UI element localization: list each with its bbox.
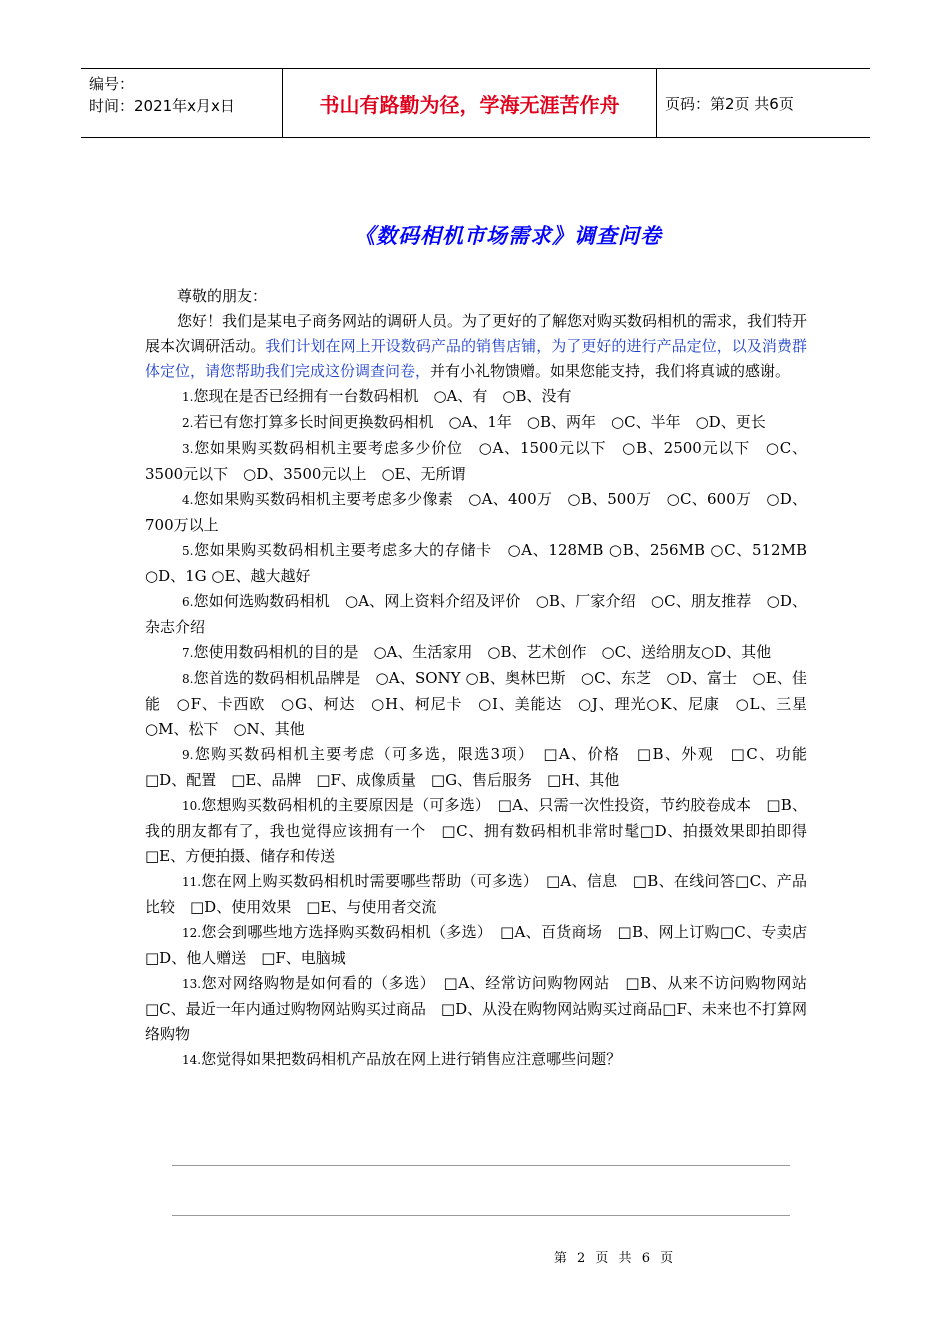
question-text: 您会到哪些地方选择购买数码相机（多选） □A、百货商场 □B、网上订购□C、专卖店 □D、他人赠送 □F、电脑城 [145, 923, 823, 967]
question-5 [145, 538, 807, 589]
question-number: 13. [182, 977, 202, 991]
question-12 [145, 920, 823, 971]
question-number: 9. [182, 748, 194, 762]
question-4 [145, 487, 807, 538]
question-number: 2. [182, 416, 194, 430]
intro-part-3: 并有小礼物馈赠。如果您能支持，我们将真诚的感谢。 [430, 362, 791, 380]
header-page-info: 页码：第2页 共6页 [665, 94, 794, 113]
time-label: 时间：2021年x月x日 [89, 97, 235, 115]
page-footer: 第 2 页 共 6 页 [553, 1251, 677, 1266]
question-text: 您对网络购物是如何看的（多选） □A、经常访问购物网站 □B、从来不访问购物网站 □C、最近一年内通过购物网站购买过商品 □D、从没在购物网站购买过商品□F、未来也不打算网络购物 [145, 974, 823, 1043]
question-2 [145, 410, 807, 436]
question-3 [145, 436, 807, 487]
question-14 [145, 1047, 807, 1073]
question-number: 4. [182, 493, 194, 507]
question-number: 1. [182, 390, 194, 404]
question-text: 您如何选购数码相机 ○A、网上资料介绍及评价 ○B、厂家介绍 ○C、朋友推荐 ○D、杂志介绍 [145, 592, 807, 636]
question-number: 14. [182, 1053, 202, 1067]
question-number: 3. [182, 442, 194, 456]
question-text: 您现在是否已经拥有一台数码相机 ○A、有 ○B、没有 [193, 387, 572, 405]
question-number: 10. [182, 799, 202, 813]
number-label: 编号： [89, 75, 135, 93]
document-title: 《数码相机市场需求》调查问卷 [354, 224, 662, 248]
question-number: 11. [182, 875, 202, 889]
question-text: 您想购买数码相机的主要原因是（可多选） □A、只需一次性投资，节约胶卷成本 □B、我的朋友都有了，我也觉得应该拥有一个 □C、拥有数码相机非常时髦□D、拍摄效果即拍即得 □E、方便拍摄、储存和传送 [145, 796, 823, 865]
question-number: 12. [182, 926, 202, 940]
question-1 [145, 384, 807, 410]
question-text: 您觉得如果把数码相机产品放在网上进行销售应注意哪些问题？ [201, 1050, 622, 1068]
question-7 [145, 640, 807, 666]
questionnaire-body [145, 284, 823, 1073]
question-6 [145, 589, 807, 640]
question-number: 5. [182, 544, 194, 558]
greeting: 尊敬的朋友： [177, 287, 268, 305]
question-11 [145, 869, 807, 920]
question-text: 您首选的数码相机品牌是 ○A、SONY ○B、奥林巴斯 ○C、东芝 ○D、富士 ○E、佳能 ○F、卡西欧 ○G、柯达 ○H、柯尼卡 ○I、美能达 ○J、理光○K、尼康 ○L、三星 ○M、松下 ○N、其他 [145, 669, 823, 738]
question-number: 8. [182, 672, 194, 686]
question-8 [145, 666, 823, 742]
answer-line[interactable] [172, 1215, 790, 1216]
question-text: 您在网上购买数码相机时需要哪些帮助（可多选） □A、信息 □B、在线问答□C、产品比较 □D、使用效果 □E、与使用者交流 [145, 872, 807, 916]
question-text: 您如果购买数码相机主要考虑多大的存储卡 ○A、128MB ○B、256MB ○C、512MB ○D、1G ○E、越大越好 [145, 541, 807, 585]
question-10 [145, 793, 823, 869]
intro-part-1: 您好！我们是某电子商务网站的调研人员。为了更好的了解您对购买数码相机的需求，我们特开展本次调研活动。 [145, 312, 808, 355]
header-motto: 书山有路勤为径，学海无涯苦作舟 [283, 69, 657, 137]
answer-line[interactable] [172, 1165, 790, 1166]
header-meta [81, 69, 283, 137]
question-text: 您如果购买数码相机主要考虑多少像素 ○A、400万 ○B、500万 ○C、600万 ○D、700万以上 [145, 490, 807, 534]
question-number: 6. [182, 595, 194, 609]
question-text: 您如果购买数码相机主要考虑多少价位 ○A、1500元以下 ○B、2500元以下 ○C、3500元以下 ○D、3500元以上 ○E、无所谓 [145, 439, 807, 483]
question-text: 若已有您打算多长时间更换数码相机 ○A、1年 ○B、两年 ○C、半年 ○D、更长 [193, 413, 766, 431]
question-text: 您购买数码相机主要考虑（可多选，限选3项） □A、价格 □B、外观 □C、功能 □D、配置 □E、品牌 □F、成像质量 □G、售后服务 □H、其他 [145, 745, 823, 789]
intro-part-2: 我们计划在网上开设数码产品的销售店铺，为了更好的进行产品定位，以及消费群体定位，请您帮助我们完成这份调查问卷， [145, 337, 807, 380]
question-13 [145, 971, 823, 1047]
intro-paragraph [145, 309, 807, 384]
question-number: 7. [182, 646, 194, 660]
question-text: 您使用数码相机的目的是 ○A、生活家用 ○B、艺术创作 ○C、送给朋友○D、其他 [193, 643, 772, 661]
question-9 [145, 742, 823, 793]
page-header [81, 68, 870, 138]
